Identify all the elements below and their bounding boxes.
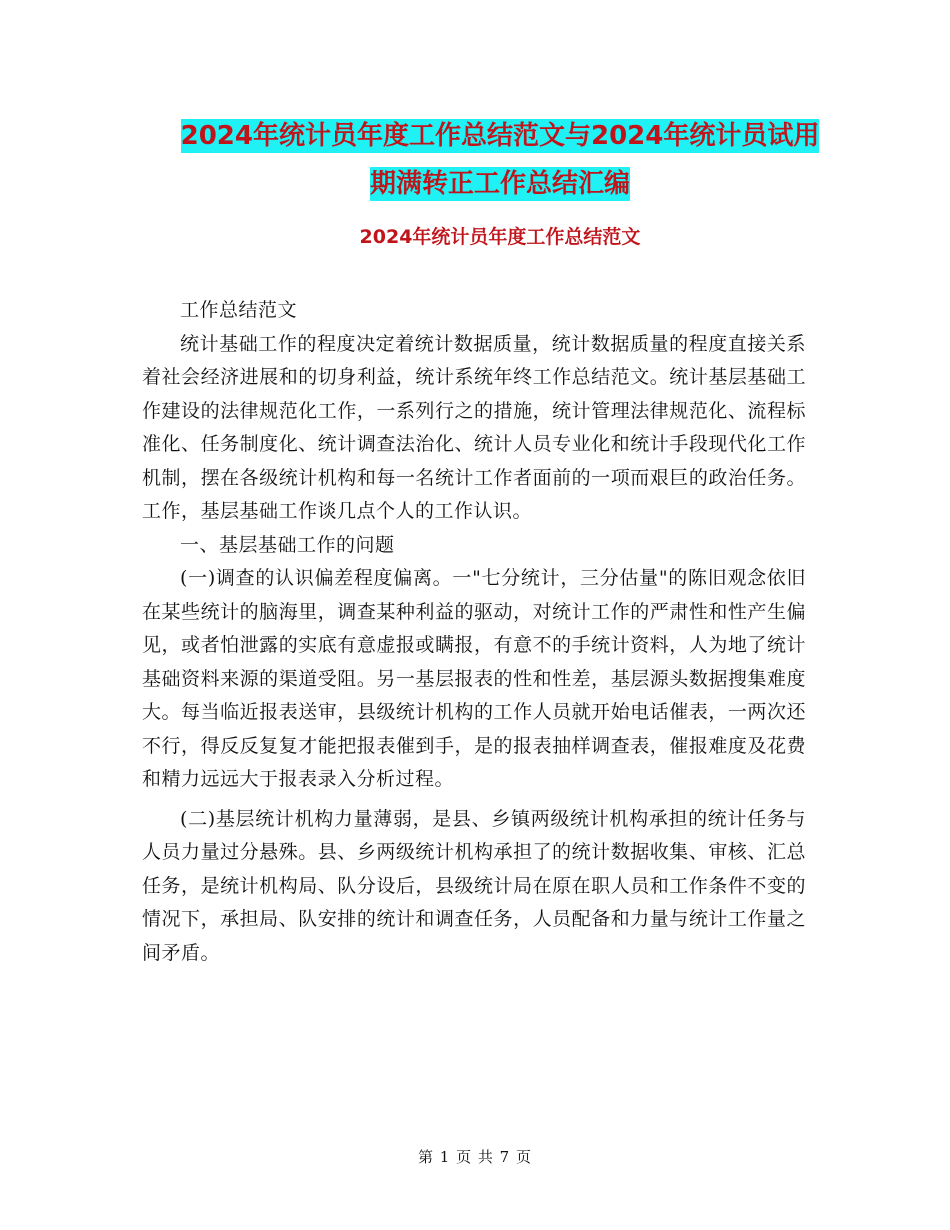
paragraph-intro: 统计基础工作的程度决定着统计数据质量，统计数据质量的程度直接关系着社会经济进展和的切身利益，统计系统年终工作总结范文。统计基层基础工作建设的法律规范化工作，一系列行之的措施，统计管理法律规范化、流程标准化、任务制度化、统计调查法治化、统计人员专业化和统计手段现代化工作机制，摆在各级统计机构和每一名统计工作者面前的一项而艰巨的政治任务。工作，基层基础工作谈几点个人的工作认识。: [142, 332, 806, 522]
document-title-line-2: 期满转正工作总结汇编: [369, 169, 630, 199]
section-heading: 2024年统计员年度工作总结范文: [359, 226, 641, 248]
paragraph-section-one-heading: 一、基层基础工作的问题: [180, 533, 395, 556]
document-title-line-1: 2024年统计员年度工作总结范文与2024年统计员试用: [180, 121, 820, 151]
document-title: [140, 112, 860, 208]
paragraph-point-two: (二)基层统计机构力量薄弱，是县、乡镇两级统计机构承担的统计任务与人员力量过分悬殊。县、乡两级统计机构承担了的统计数据收集、审核、汇总任务，是统计机构局、队分设后，县级统计局在原在职人员和工作条件不变的情况下，承担局、队安排的统计和调查任务，人员配备和力量与统计工作量之间矛盾。: [142, 807, 806, 964]
body-text: [142, 294, 806, 970]
paragraph-label: 工作总结范文: [180, 299, 298, 321]
paragraph-point-one: (一)调查的认识偏差程度偏离。一"七分统计，三分估量"的陈旧观念依旧在某些统计的脑海里，调查某种利益的驱动，对统计工作的严肃性和性产生偏见，或者怕泄露的实底有意虚报或瞒报，有意不的手统计资料，人为地了统计基础资料来源的渠道受阻。另一基层报表的性和性差，基层源头数据搜集难度大。每当临近报表送审，县级统计机构的工作人员就开始电话催表，一两次还不行，得反反复复才能把报表催到手，是的报表抽样调查表，催报难度及花费和精力远远大于报表录入分析过程。: [142, 567, 806, 790]
page-footer: 第 1 页 共 7 页: [418, 1148, 532, 1166]
